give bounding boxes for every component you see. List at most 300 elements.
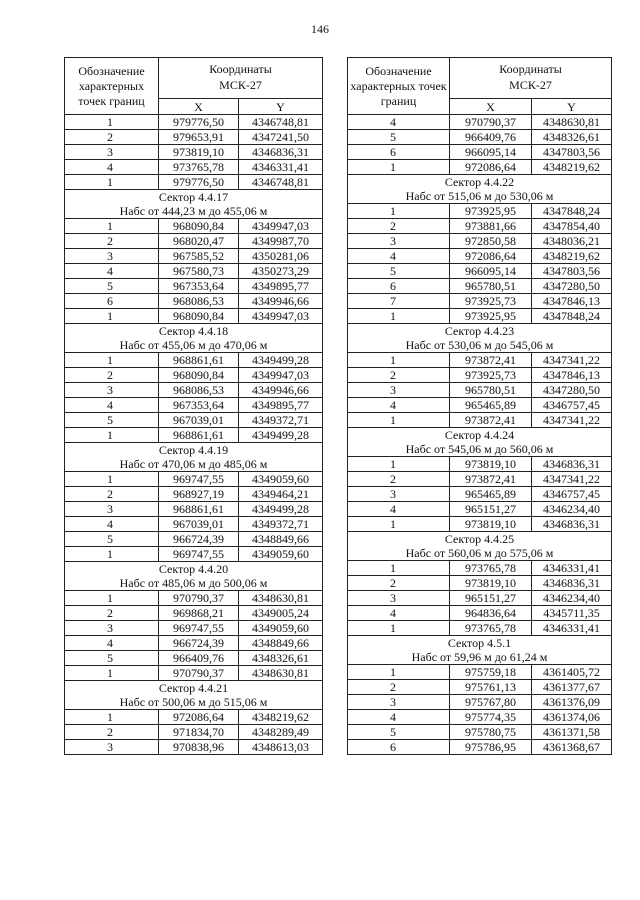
point-number-cell: 4 [348, 502, 450, 517]
sector-title: Сектор 4.4.17 [65, 190, 323, 205]
sector-title-row [65, 190, 323, 205]
x-coordinate-cell: 972086,64 [450, 249, 532, 264]
table-row [348, 710, 612, 725]
x-coordinate-cell: 975786,95 [450, 740, 532, 755]
y-coordinate-cell: 4349895,77 [239, 279, 323, 294]
y-coordinate-cell: 4347241,50 [239, 130, 323, 145]
table-row [348, 606, 612, 621]
y-coordinate-cell: 4347341,22 [532, 353, 612, 368]
point-number-cell: 3 [65, 145, 159, 160]
x-coordinate-cell: 966724,39 [159, 532, 239, 547]
table-row [348, 502, 612, 517]
point-number-cell: 4 [348, 398, 450, 413]
x-coordinate-cell: 970790,37 [159, 666, 239, 681]
x-coordinate-cell: 965151,27 [450, 591, 532, 606]
sector-range: Набс от 545,06 м до 560,06 м [348, 442, 612, 457]
table-row [348, 398, 612, 413]
x-coordinate-cell: 967039,01 [159, 413, 239, 428]
table-row [65, 175, 323, 190]
table-row [348, 576, 612, 591]
sector-title: Сектор 4.4.21 [65, 681, 323, 696]
x-coordinate-cell: 975774,35 [450, 710, 532, 725]
sector-range: Набс от 485,06 м до 500,06 м [65, 576, 323, 591]
y-coordinate-cell: 4346331,41 [239, 160, 323, 175]
y-coordinate-cell: 4347846,13 [532, 368, 612, 383]
point-number-cell: 4 [348, 249, 450, 264]
x-coordinate-cell: 973819,10 [450, 517, 532, 532]
table-row [348, 309, 612, 324]
table-row [65, 145, 323, 160]
table-row [348, 353, 612, 368]
x-coordinate-cell: 973925,73 [450, 368, 532, 383]
table-row [348, 472, 612, 487]
sector-range-row [65, 576, 323, 591]
point-number-cell: 2 [348, 368, 450, 383]
point-number-cell: 5 [65, 279, 159, 294]
table-row [65, 279, 323, 294]
y-coordinate-cell: 4346836,31 [532, 576, 612, 591]
sector-range-row [348, 650, 612, 665]
point-number-cell: 3 [65, 249, 159, 264]
point-number-cell: 5 [348, 130, 450, 145]
x-coordinate-cell: 973872,41 [450, 472, 532, 487]
point-number-cell: 4 [65, 398, 159, 413]
x-coordinate-cell: 971834,70 [159, 725, 239, 740]
table-row [65, 368, 323, 383]
y-coordinate-cell: 4349499,28 [239, 353, 323, 368]
sector-title-row [65, 681, 323, 696]
x-coordinate-cell: 979653,91 [159, 130, 239, 145]
table-row [65, 428, 323, 443]
point-number-cell: 1 [65, 710, 159, 725]
table-row [348, 695, 612, 710]
table-row [65, 532, 323, 547]
table-row [65, 547, 323, 562]
x-coordinate-cell: 970838,96 [159, 740, 239, 755]
y-coordinate-cell: 4346836,31 [239, 145, 323, 160]
y-coordinate-cell: 4346331,41 [532, 621, 612, 636]
x-coordinate-cell: 967580,73 [159, 264, 239, 279]
table-row [348, 115, 612, 130]
table-row [65, 294, 323, 309]
x-coordinate-cell: 969747,55 [159, 472, 239, 487]
y-column-header: Y [239, 99, 323, 115]
table-row [348, 145, 612, 160]
sector-range: Набс от 500,06 м до 515,06 м [65, 695, 323, 710]
point-number-cell: 6 [348, 145, 450, 160]
table-row [65, 621, 323, 636]
x-coordinate-cell: 973925,73 [450, 294, 532, 309]
table-row [348, 561, 612, 576]
x-coordinate-cell: 979776,50 [159, 175, 239, 190]
table-row [65, 710, 323, 725]
x-coordinate-cell: 973819,10 [450, 457, 532, 472]
point-number-cell: 1 [348, 457, 450, 472]
y-coordinate-cell: 4361371,58 [532, 725, 612, 740]
table-row [348, 160, 612, 175]
sector-title-row [65, 443, 323, 458]
y-coordinate-cell: 4350281,06 [239, 249, 323, 264]
table-row [65, 502, 323, 517]
point-number-cell: 2 [65, 130, 159, 145]
point-number-cell: 4 [348, 710, 450, 725]
designation-header: Обозначение характерных точек границ [348, 58, 450, 115]
y-coordinate-cell: 4347848,24 [532, 309, 612, 324]
sector-title-row [348, 428, 612, 443]
table-row [65, 234, 323, 249]
y-coordinate-cell: 4347280,50 [532, 383, 612, 398]
y-coordinate-cell: 4349464,21 [239, 487, 323, 502]
table-row [65, 651, 323, 666]
sector-range: Набс от 470,06 м до 485,06 м [65, 457, 323, 472]
x-coordinate-cell: 968020,47 [159, 234, 239, 249]
y-coordinate-cell: 4348630,81 [239, 591, 323, 606]
point-number-cell: 3 [348, 487, 450, 502]
table-row [348, 383, 612, 398]
y-coordinate-cell: 4349895,77 [239, 398, 323, 413]
y-coordinate-cell: 4348849,66 [239, 636, 323, 651]
x-coordinate-cell: 967353,64 [159, 279, 239, 294]
y-coordinate-cell: 4346757,45 [532, 487, 612, 502]
coordinates-header [450, 58, 612, 99]
y-coordinate-cell: 4346748,81 [239, 175, 323, 190]
point-number-cell: 2 [65, 368, 159, 383]
coordinates-table-right [347, 57, 612, 755]
table-row [348, 368, 612, 383]
point-number-cell: 3 [348, 591, 450, 606]
y-coordinate-cell: 4349946,66 [239, 383, 323, 398]
table-row [348, 234, 612, 249]
table-row [348, 294, 612, 309]
point-number-cell: 5 [65, 413, 159, 428]
point-number-cell: 1 [65, 428, 159, 443]
point-number-cell: 4 [65, 517, 159, 532]
sector-range: Набс от 515,06 м до 530,06 м [348, 189, 612, 204]
point-number-cell: 1 [348, 621, 450, 636]
point-number-cell: 2 [348, 680, 450, 695]
y-coordinate-cell: 4347803,56 [532, 145, 612, 160]
point-number-cell: 4 [65, 636, 159, 651]
point-number-cell: 3 [65, 740, 159, 755]
y-coordinate-cell: 4345711,35 [532, 606, 612, 621]
x-coordinate-cell: 965780,51 [450, 279, 532, 294]
sector-range: Набс от 530,06 м до 545,06 м [348, 338, 612, 353]
sector-title: Сектор 4.4.23 [348, 324, 612, 339]
y-coordinate-cell: 4346757,45 [532, 398, 612, 413]
x-coordinate-cell: 979776,50 [159, 115, 239, 130]
table-row [65, 115, 323, 130]
point-number-cell: 2 [348, 219, 450, 234]
y-coordinate-cell: 4347341,22 [532, 472, 612, 487]
x-column-header: X [450, 99, 532, 115]
x-coordinate-cell: 967353,64 [159, 398, 239, 413]
table-row [65, 472, 323, 487]
y-coordinate-cell: 4348219,62 [532, 249, 612, 264]
y-coordinate-cell: 4346234,40 [532, 591, 612, 606]
table-row [65, 517, 323, 532]
point-number-cell: 3 [348, 234, 450, 249]
table-row [348, 130, 612, 145]
point-number-cell: 1 [65, 591, 159, 606]
x-coordinate-cell: 968861,61 [159, 353, 239, 368]
y-coordinate-cell: 4361377,67 [532, 680, 612, 695]
x-coordinate-cell: 973765,78 [450, 621, 532, 636]
table-row [348, 249, 612, 264]
point-number-cell: 1 [65, 353, 159, 368]
sector-title: Сектор 4.4.24 [348, 428, 612, 443]
point-number-cell: 1 [65, 115, 159, 130]
y-coordinate-cell: 4347341,22 [532, 413, 612, 428]
y-coordinate-cell: 4361405,72 [532, 665, 612, 680]
table-row [348, 591, 612, 606]
table-row [65, 666, 323, 681]
point-number-cell: 6 [348, 279, 450, 294]
sector-title: Сектор 4.4.19 [65, 443, 323, 458]
y-coordinate-cell: 4348326,61 [532, 130, 612, 145]
point-number-cell: 1 [348, 309, 450, 324]
x-coordinate-cell: 973925,95 [450, 204, 532, 219]
table-row [65, 398, 323, 413]
y-coordinate-cell: 4346748,81 [239, 115, 323, 130]
sector-range: Набс от 444,23 м до 455,06 м [65, 204, 323, 219]
x-coordinate-cell: 975759,18 [450, 665, 532, 680]
y-coordinate-cell: 4348613,03 [239, 740, 323, 755]
point-number-cell: 2 [65, 606, 159, 621]
y-coordinate-cell: 4349059,60 [239, 621, 323, 636]
sector-title: Сектор 4.4.20 [65, 562, 323, 577]
table-row [348, 740, 612, 755]
x-coordinate-cell: 975780,75 [450, 725, 532, 740]
sector-title: Сектор 4.5.1 [348, 636, 612, 651]
x-coordinate-cell: 973765,78 [450, 561, 532, 576]
y-coordinate-cell: 4349499,28 [239, 502, 323, 517]
y-coordinate-cell: 4361376,09 [532, 695, 612, 710]
table-row [65, 309, 323, 324]
y-coordinate-cell: 4346836,31 [532, 457, 612, 472]
x-coordinate-cell: 965465,89 [450, 398, 532, 413]
y-column-header: Y [532, 99, 612, 115]
point-number-cell: 2 [348, 576, 450, 591]
table-row [348, 219, 612, 234]
coordinate-system: МСК-27 [219, 78, 262, 92]
sector-title: Сектор 4.4.18 [65, 324, 323, 339]
x-coordinate-cell: 965465,89 [450, 487, 532, 502]
point-number-cell: 5 [348, 725, 450, 740]
y-coordinate-cell: 4347803,56 [532, 264, 612, 279]
point-number-cell: 3 [65, 621, 159, 636]
point-number-cell: 4 [65, 160, 159, 175]
sector-range: Набс от 59,96 м до 61,24 м [348, 650, 612, 665]
point-number-cell: 6 [65, 294, 159, 309]
sector-title-row [348, 324, 612, 339]
x-coordinate-cell: 965151,27 [450, 502, 532, 517]
point-number-cell: 1 [348, 517, 450, 532]
y-coordinate-cell: 4346331,41 [532, 561, 612, 576]
table-header [348, 58, 612, 115]
x-coordinate-cell: 968927,19 [159, 487, 239, 502]
y-coordinate-cell: 4349947,03 [239, 219, 323, 234]
table-row [65, 740, 323, 755]
y-coordinate-cell: 4348849,66 [239, 532, 323, 547]
x-coordinate-cell: 972086,64 [159, 710, 239, 725]
table-row [65, 160, 323, 175]
table-body [65, 115, 323, 755]
y-coordinate-cell: 4349987,70 [239, 234, 323, 249]
y-coordinate-cell: 4349372,71 [239, 413, 323, 428]
coordinates-table-left [64, 57, 323, 755]
table-row [348, 621, 612, 636]
y-coordinate-cell: 4348219,62 [239, 710, 323, 725]
table-row [65, 487, 323, 502]
x-coordinate-cell: 968861,61 [159, 502, 239, 517]
x-coordinate-cell: 970790,37 [450, 115, 532, 130]
point-number-cell: 1 [348, 561, 450, 576]
table-row [348, 665, 612, 680]
y-coordinate-cell: 4347848,24 [532, 204, 612, 219]
x-coordinate-cell: 968086,53 [159, 294, 239, 309]
x-coordinate-cell: 968090,84 [159, 219, 239, 234]
point-number-cell: 1 [65, 472, 159, 487]
x-coordinate-cell: 967585,52 [159, 249, 239, 264]
x-coordinate-cell: 973872,41 [450, 413, 532, 428]
table-row [65, 130, 323, 145]
point-number-cell: 1 [65, 666, 159, 681]
point-number-cell: 3 [348, 695, 450, 710]
table-row [348, 725, 612, 740]
table-row [65, 383, 323, 398]
y-coordinate-cell: 4349946,66 [239, 294, 323, 309]
x-coordinate-cell: 966724,39 [159, 636, 239, 651]
coordinates-title: Координаты [209, 62, 272, 77]
x-coordinate-cell: 973925,95 [450, 309, 532, 324]
point-number-cell: 2 [65, 234, 159, 249]
y-coordinate-cell: 4348289,49 [239, 725, 323, 740]
y-coordinate-cell: 4349059,60 [239, 472, 323, 487]
sector-title-row [348, 175, 612, 190]
table-row [65, 606, 323, 621]
point-number-cell: 3 [348, 383, 450, 398]
x-coordinate-cell: 975761,13 [450, 680, 532, 695]
point-number-cell: 1 [348, 665, 450, 680]
x-coordinate-cell: 968861,61 [159, 428, 239, 443]
point-number-cell: 1 [348, 413, 450, 428]
designation-header: Обозначение характерных точек границ [65, 58, 159, 115]
sector-title-row [65, 324, 323, 339]
sector-range: Набс от 560,06 м до 575,06 м [348, 546, 612, 561]
y-coordinate-cell: 4348036,21 [532, 234, 612, 249]
x-coordinate-cell: 973819,10 [450, 576, 532, 591]
x-coordinate-cell: 966409,76 [450, 130, 532, 145]
table-row [348, 413, 612, 428]
point-number-cell: 1 [348, 204, 450, 219]
point-number-cell: 3 [65, 383, 159, 398]
y-coordinate-cell: 4348630,81 [239, 666, 323, 681]
x-coordinate-cell: 967039,01 [159, 517, 239, 532]
sector-title-row [348, 532, 612, 547]
sector-range-row [65, 695, 323, 710]
x-column-header: X [159, 99, 239, 115]
point-number-cell: 4 [348, 606, 450, 621]
sector-range-row [348, 189, 612, 204]
table-row [348, 264, 612, 279]
table-row [65, 725, 323, 740]
table-row [65, 249, 323, 264]
y-coordinate-cell: 4347280,50 [532, 279, 612, 294]
sector-range-row [65, 338, 323, 353]
y-coordinate-cell: 4348326,61 [239, 651, 323, 666]
sector-title-row [348, 636, 612, 651]
y-coordinate-cell: 4361374,06 [532, 710, 612, 725]
table-row [65, 219, 323, 234]
point-number-cell: 5 [65, 651, 159, 666]
table-row [65, 591, 323, 606]
x-coordinate-cell: 964836,64 [450, 606, 532, 621]
sector-range: Набс от 455,06 м до 470,06 м [65, 338, 323, 353]
point-number-cell: 5 [65, 532, 159, 547]
x-coordinate-cell: 969747,55 [159, 621, 239, 636]
point-number-cell: 1 [65, 175, 159, 190]
point-number-cell: 3 [65, 502, 159, 517]
x-coordinate-cell: 968086,53 [159, 383, 239, 398]
point-number-cell: 5 [348, 264, 450, 279]
x-coordinate-cell: 966095,14 [450, 264, 532, 279]
table-row [348, 204, 612, 219]
x-coordinate-cell: 973765,78 [159, 160, 239, 175]
sector-range-row [65, 457, 323, 472]
point-number-cell: 2 [65, 487, 159, 502]
table-row [348, 279, 612, 294]
y-coordinate-cell: 4349005,24 [239, 606, 323, 621]
y-coordinate-cell: 4346234,40 [532, 502, 612, 517]
point-number-cell: 7 [348, 294, 450, 309]
x-coordinate-cell: 968090,84 [159, 309, 239, 324]
coordinates-title: Координаты [499, 62, 562, 77]
sector-range-row [348, 338, 612, 353]
y-coordinate-cell: 4350273,29 [239, 264, 323, 279]
table-header [65, 58, 323, 115]
sector-title: Сектор 4.4.22 [348, 175, 612, 190]
sector-range-row [65, 204, 323, 219]
sector-title: Сектор 4.4.25 [348, 532, 612, 547]
point-number-cell: 2 [65, 725, 159, 740]
point-number-cell: 1 [65, 547, 159, 562]
x-coordinate-cell: 965780,51 [450, 383, 532, 398]
y-coordinate-cell: 4346836,31 [532, 517, 612, 532]
x-coordinate-cell: 966409,76 [159, 651, 239, 666]
y-coordinate-cell: 4349947,03 [239, 368, 323, 383]
point-number-cell: 4 [65, 264, 159, 279]
y-coordinate-cell: 4349499,28 [239, 428, 323, 443]
x-coordinate-cell: 972086,64 [450, 160, 532, 175]
x-coordinate-cell: 973819,10 [159, 145, 239, 160]
page-number: 146 [311, 22, 329, 36]
table-row [348, 680, 612, 695]
y-coordinate-cell: 4349059,60 [239, 547, 323, 562]
x-coordinate-cell: 970790,37 [159, 591, 239, 606]
y-coordinate-cell: 4348219,62 [532, 160, 612, 175]
x-coordinate-cell: 969868,21 [159, 606, 239, 621]
y-coordinate-cell: 4361368,67 [532, 740, 612, 755]
x-coordinate-cell: 966095,14 [450, 145, 532, 160]
table-row [348, 517, 612, 532]
point-number-cell: 1 [65, 309, 159, 324]
y-coordinate-cell: 4347846,13 [532, 294, 612, 309]
table-row [65, 413, 323, 428]
coordinates-header [159, 58, 323, 99]
x-coordinate-cell: 973872,41 [450, 353, 532, 368]
point-number-cell: 6 [348, 740, 450, 755]
table-row [65, 264, 323, 279]
